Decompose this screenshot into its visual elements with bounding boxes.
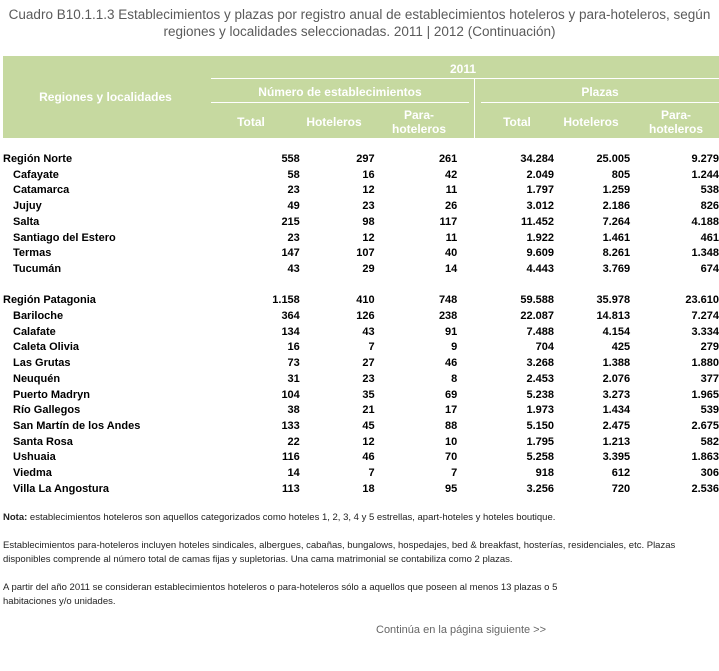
cell-value: 1.158 (272, 294, 300, 307)
cell-value: 22.087 (520, 310, 554, 323)
cell-value: 704 (535, 341, 554, 354)
cell-value: 11 (445, 184, 458, 197)
cell-value: 1.973 (526, 404, 554, 417)
cell-value: 1.461 (602, 231, 631, 244)
table-header (3, 56, 719, 138)
cell-value: 9.279 (691, 153, 719, 165)
cell-value: 113 (282, 482, 300, 495)
cell-value: 9.609 (526, 247, 554, 260)
cell-value: 91 (445, 325, 458, 338)
note-3-line-1: A partir del año 2011 se consideran establecimientos hoteleros o para-hoteleros sólo a aquellos que poseen al menos 13 plazas o 5 (3, 582, 558, 593)
table-row (3, 403, 719, 419)
header-year: 2011 (449, 62, 477, 76)
region-row (3, 152, 719, 168)
table-row (3, 435, 719, 451)
note-2: Establecimientos para-hoteleros incluyen hoteles sindicales, albergues, cabañas, bungalows, hospedajes, bed & breakfast, hosterías, residenciales, etc. Plazas disponibles comprende al número total de camas fijas y supletorias. Una cama matrimonial se contabiliza como 2 plazas. (3, 540, 676, 565)
table-row (3, 450, 719, 466)
cell-value: 1.797 (526, 184, 554, 197)
cell-value: 69 (445, 388, 458, 401)
cell-value: 21 (362, 404, 375, 417)
locality-name: Calafate (13, 325, 56, 338)
cell-value: 805 (611, 168, 631, 181)
table-row (3, 466, 719, 482)
cell-value: 42 (445, 168, 458, 181)
cell-value: 1.213 (602, 435, 631, 448)
cell-value: 538 (700, 184, 719, 197)
header-total-est: Total (237, 115, 265, 129)
cell-value: 14 (287, 467, 300, 480)
cell-value: 117 (439, 215, 458, 228)
cell-value: 2.453 (526, 372, 554, 385)
cell-value: 14.813 (596, 310, 631, 323)
cell-value: 46 (445, 357, 458, 370)
cell-value: 116 (282, 451, 300, 464)
cell-value: 27 (362, 357, 375, 370)
region-name: Región Norte (3, 153, 73, 165)
cell-value: 59.588 (520, 294, 554, 307)
cell-value: 45 (362, 419, 375, 432)
table-row (3, 340, 719, 356)
cell-value: 26 (445, 200, 458, 213)
table-row (3, 482, 719, 498)
table-row (3, 199, 719, 215)
header-hoteleros-plazas: Hoteleros (563, 115, 619, 129)
cell-value: 7 (368, 467, 375, 480)
cell-value: 7 (368, 341, 375, 354)
cell-value: 1.965 (691, 388, 719, 401)
cell-value: 18 (362, 482, 375, 495)
cell-value: 107 (356, 247, 375, 260)
cell-value: 2.049 (526, 168, 554, 181)
cell-value: 7 (451, 467, 458, 480)
header-total-plazas: Total (503, 115, 531, 129)
region-row (3, 293, 719, 309)
cell-value: 23 (287, 184, 300, 197)
cell-value: 34.284 (520, 153, 554, 165)
table-row (3, 309, 719, 325)
cell-value: 612 (611, 467, 631, 480)
cell-value: 3.395 (602, 451, 631, 464)
cell-value: 1.244 (691, 168, 719, 181)
region-name: Región Patagonia (3, 294, 96, 307)
cell-value: 1.434 (602, 404, 631, 417)
cell-value: 5.150 (526, 419, 554, 432)
cell-value: 38 (287, 404, 300, 417)
cell-value: 7.264 (602, 215, 631, 228)
cell-value: 31 (287, 372, 300, 385)
cell-value: 539 (700, 404, 719, 417)
cell-value: 35.978 (596, 294, 631, 307)
cell-value: 14 (445, 262, 458, 275)
table-row (3, 325, 719, 341)
cell-value: 23.610 (685, 294, 719, 307)
cell-value: 25.005 (596, 153, 631, 165)
cell-value: 1.388 (602, 357, 631, 370)
cell-value: 70 (445, 451, 458, 464)
cell-value: 46 (362, 451, 375, 464)
note-3 (3, 581, 715, 609)
cell-value: 133 (281, 419, 300, 432)
table-row (3, 246, 719, 262)
locality-name: Las Grutas (13, 357, 71, 370)
cell-value: 1.922 (526, 231, 554, 244)
cell-value: 12 (362, 435, 375, 448)
cell-value: 410 (356, 294, 375, 307)
cell-value: 88 (445, 419, 458, 432)
locality-name: Tucumán (13, 262, 62, 275)
cell-value: 58 (287, 168, 300, 181)
cell-value: 558 (281, 153, 300, 165)
header-group-rule-left (211, 102, 469, 103)
cell-value: 3.273 (602, 388, 631, 401)
locality-name: Cafayate (13, 168, 59, 181)
cell-value: 306 (700, 467, 719, 480)
cell-value: 3.012 (526, 200, 554, 213)
locality-name: Termas (13, 247, 52, 260)
cell-value: 377 (700, 372, 719, 385)
cell-value: 582 (700, 435, 719, 448)
table-title (0, 6, 719, 40)
cell-value: 2.076 (602, 372, 631, 385)
locality-name: Ushuaia (13, 451, 56, 464)
locality-name: Santiago del Estero (13, 231, 116, 244)
cell-value: 4.443 (526, 262, 554, 275)
cell-value: 461 (700, 231, 719, 244)
cell-value: 43 (287, 262, 300, 275)
locality-name: Caleta Olivia (13, 341, 80, 354)
cell-value: 7.488 (526, 325, 554, 338)
cell-value: 147 (281, 247, 300, 260)
note-1-text: establecimientos hoteleros son aquellos categorizados como hoteles 1, 2, 3, 4 y 5 estrellas, apart-hoteles y hoteles boutique. (27, 512, 556, 523)
cell-value: 2.475 (602, 419, 631, 432)
locality-name: Puerto Madryn (13, 388, 91, 401)
cell-value: 98 (362, 215, 375, 228)
cell-value: 104 (281, 388, 300, 401)
cell-value: 8 (451, 372, 458, 385)
locality-name: San Martín de los Andes (13, 419, 141, 432)
table-row (3, 183, 719, 199)
spacer-row (3, 278, 719, 294)
header-para-est: Para- hoteleros (391, 108, 446, 136)
cell-value: 1.863 (691, 451, 719, 464)
note-3-line-2: habitaciones y/o unidades. (3, 596, 116, 607)
cell-value: 3.769 (602, 262, 631, 275)
header-regions: Regiones y localidades (39, 90, 172, 104)
header-divider (474, 78, 475, 138)
table-row (3, 231, 719, 247)
cell-value: 11 (445, 231, 458, 244)
cell-value: 674 (700, 262, 719, 275)
cell-value: 918 (535, 467, 554, 480)
locality-name: Viedma (13, 467, 52, 480)
header-group-rule-right (481, 102, 719, 103)
cell-value: 16 (362, 168, 375, 181)
cell-value: 10 (445, 435, 458, 448)
header-year-rule (211, 78, 719, 79)
header-hoteleros-est: Hoteleros (306, 115, 362, 129)
cell-value: 23 (362, 200, 375, 213)
cell-value: 134 (281, 325, 300, 338)
table-row (3, 215, 719, 231)
cell-value: 720 (611, 482, 631, 495)
cell-value: 73 (287, 357, 300, 370)
cell-value: 9 (451, 341, 458, 354)
table-row (3, 388, 719, 404)
cell-value: 279 (700, 341, 719, 354)
cell-value: 748 (438, 294, 458, 307)
cell-value: 261 (438, 153, 458, 165)
cell-value: 826 (700, 200, 719, 213)
cell-value: 40 (445, 247, 458, 260)
locality-name: Río Gallegos (13, 404, 81, 417)
cell-value: 3.256 (526, 482, 554, 495)
table-row (3, 372, 719, 388)
locality-name: Bariloche (13, 310, 64, 323)
cell-value: 5.258 (526, 451, 554, 464)
header-group-establecimientos: Número de establecimientos (258, 85, 422, 99)
table-row (3, 168, 719, 184)
cell-value: 2.536 (691, 482, 719, 495)
cell-value: 49 (287, 200, 300, 213)
table-row (3, 419, 719, 435)
locality-name: Salta (13, 215, 40, 228)
cell-value: 16 (287, 341, 300, 354)
cell-value: 8.261 (602, 247, 631, 260)
cell-value: 215 (281, 215, 300, 228)
cell-value: 4.188 (691, 215, 719, 228)
cell-value: 425 (611, 341, 631, 354)
locality-name: Villa La Angostura (13, 482, 109, 495)
locality-name: Neuquén (13, 372, 61, 385)
note-label: Nota: (3, 512, 28, 523)
cell-value: 238 (438, 310, 458, 323)
locality-name: Santa Rosa (13, 435, 73, 448)
cell-value: 3.334 (691, 325, 719, 338)
header-group-plazas: Plazas (581, 85, 619, 99)
cell-value: 1.880 (691, 357, 719, 370)
cell-value: 1.348 (691, 247, 719, 260)
cell-value: 17 (445, 404, 458, 417)
cell-value: 364 (281, 310, 300, 323)
table-row (3, 356, 719, 372)
header-para-plazas: Para- hoteleros (648, 108, 703, 136)
locality-name: Catamarca (13, 184, 70, 197)
title-line-2: regiones y localidades seleccionadas. 2011 | 2012 (Continuación) (163, 24, 556, 39)
cell-value: 5.238 (526, 388, 554, 401)
note-1 (3, 511, 715, 525)
locality-name: Jujuy (13, 200, 42, 213)
cell-value: 12 (362, 184, 375, 197)
cell-value: 2.675 (691, 419, 719, 432)
cell-value: 297 (356, 153, 375, 165)
cell-value: 1.259 (602, 184, 631, 197)
cell-value: 3.268 (526, 357, 554, 370)
cell-value: 43 (362, 325, 375, 338)
cell-value: 7.274 (691, 310, 719, 323)
cell-value: 29 (362, 262, 375, 275)
title-line-1: Cuadro B10.1.1.3 Establecimientos y plazas por registro anual de establecimientos hoteleros y para-hoteleros, según (8, 7, 711, 22)
cell-value: 1.795 (526, 435, 554, 448)
cell-value: 23 (287, 231, 300, 244)
cell-value: 95 (445, 482, 458, 495)
cell-value: 2.186 (602, 200, 631, 213)
cell-value: 22 (287, 435, 300, 448)
continue-link[interactable]: Continúa en la página siguiente >> (376, 624, 547, 636)
table-row (3, 262, 719, 278)
cell-value: 126 (356, 310, 375, 323)
cell-value: 11.452 (520, 215, 554, 228)
data-table (3, 152, 719, 497)
cell-value: 23 (362, 372, 375, 385)
cell-value: 4.154 (602, 325, 631, 338)
cell-value: 35 (362, 388, 375, 401)
cell-value: 12 (362, 231, 375, 244)
